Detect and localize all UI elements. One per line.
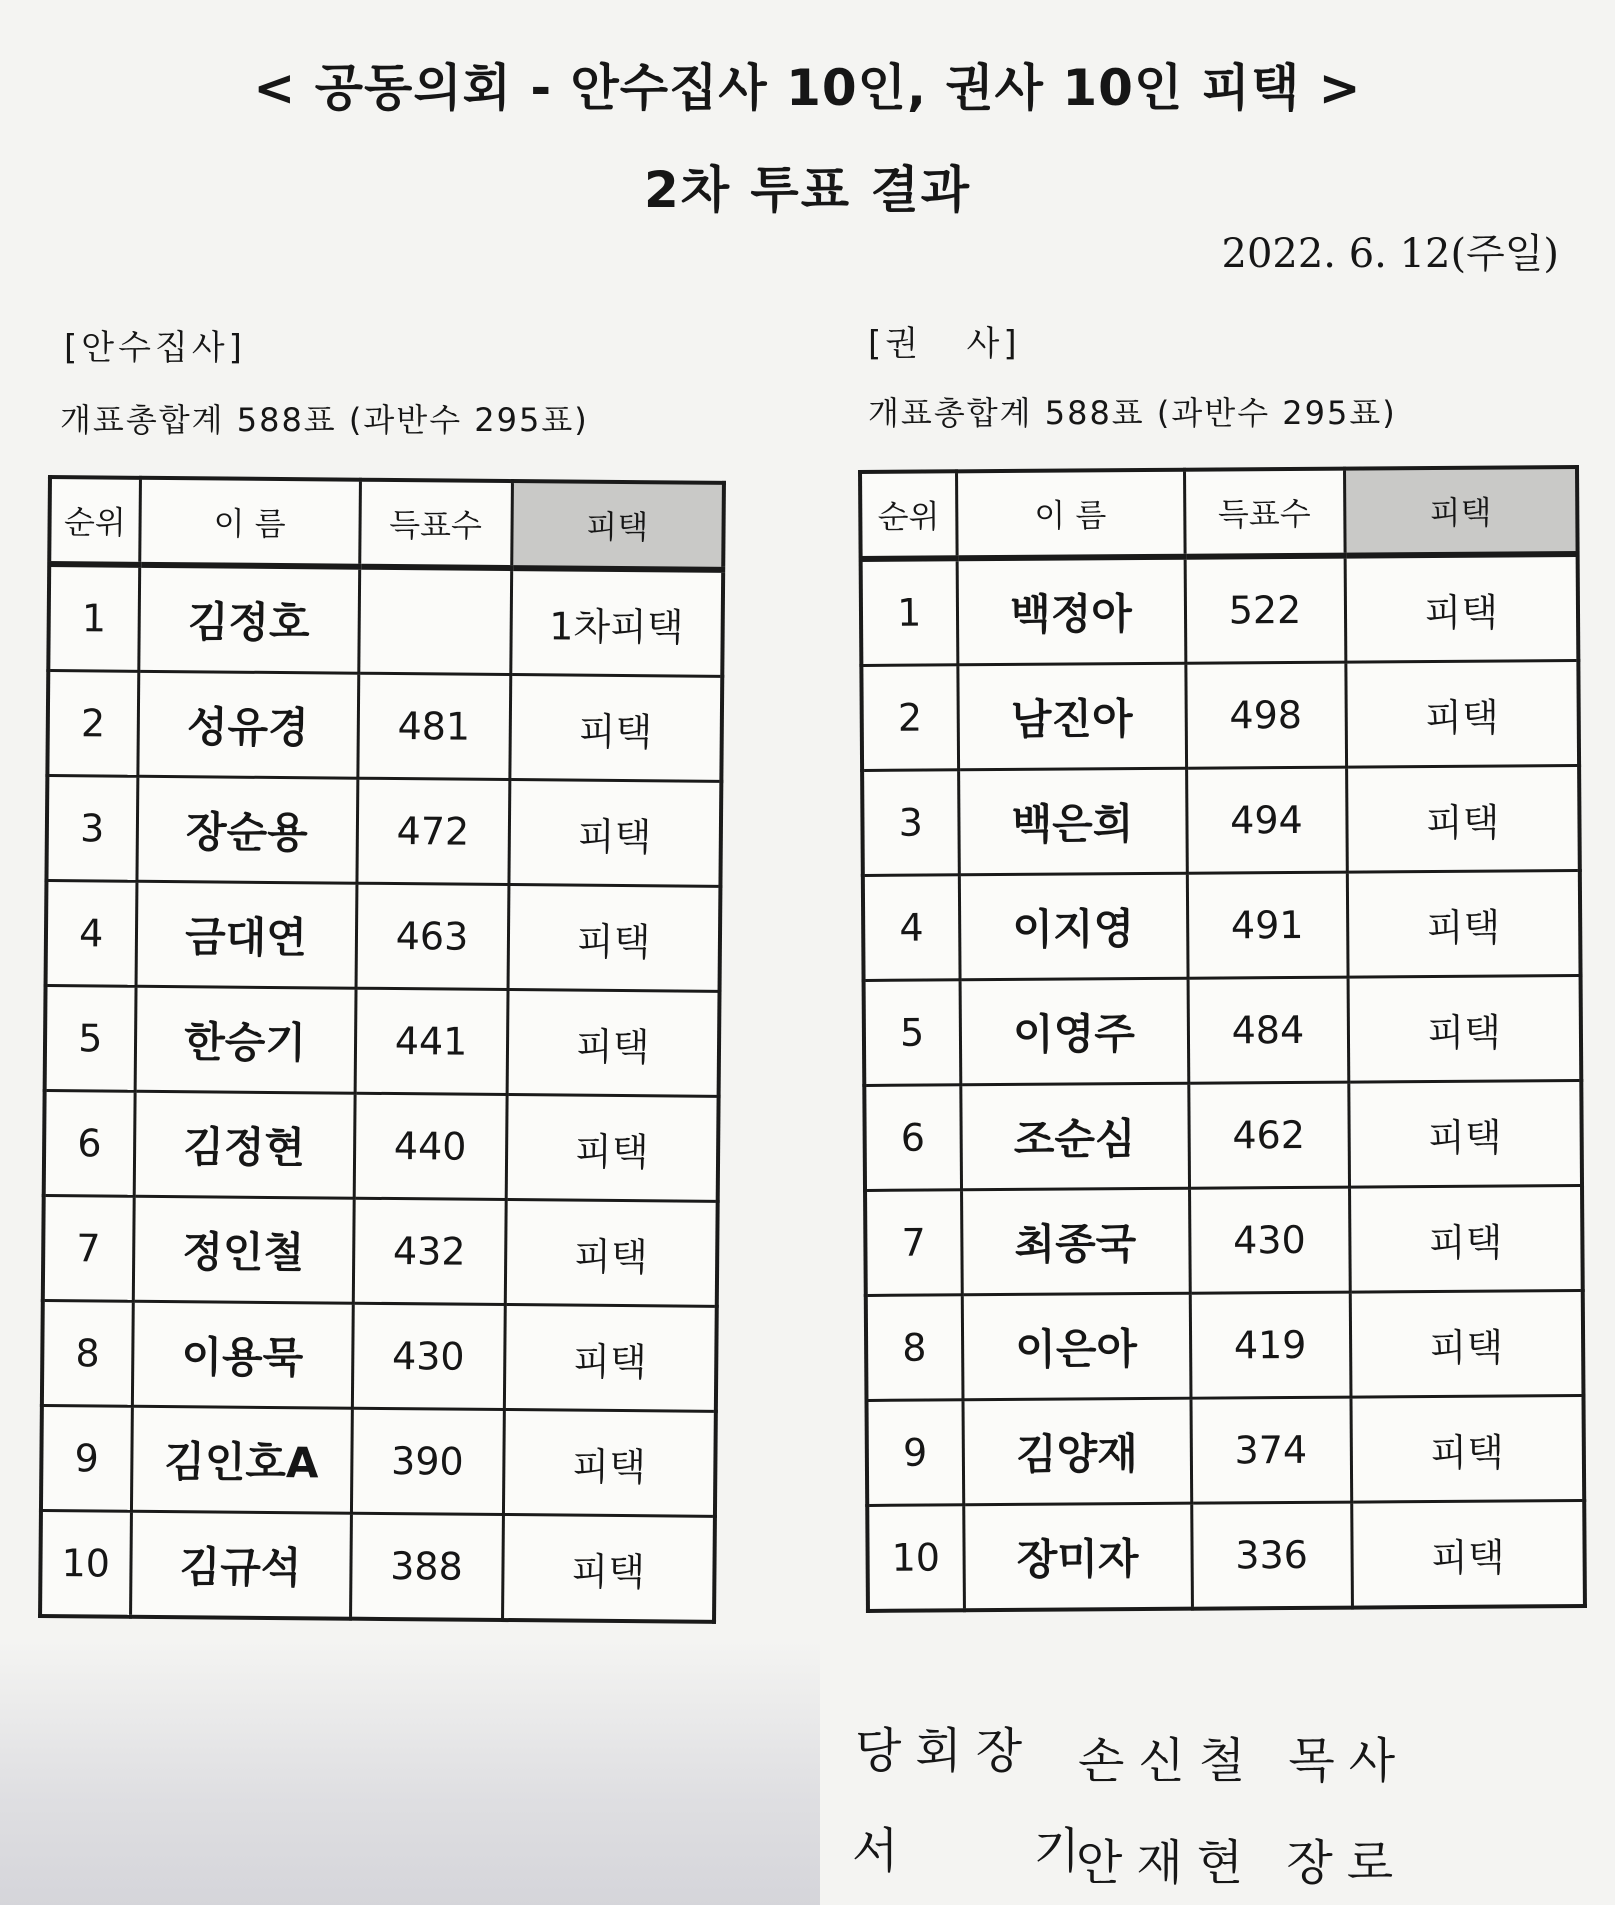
votes-cell: 484	[1188, 977, 1349, 1083]
table-row	[865, 1185, 1583, 1295]
table-row	[47, 671, 722, 782]
table-row	[46, 881, 721, 992]
right-section-total: 개표총합계 588표 (과반수 295표)	[868, 394, 1397, 432]
votes-cell: 388	[350, 1513, 503, 1620]
name-cell: 금대연	[136, 881, 357, 988]
rank-cell: 1	[861, 558, 958, 665]
rank-cell: 9	[41, 1405, 132, 1511]
table-row	[42, 1300, 717, 1411]
result-cell: 피택	[506, 1095, 719, 1202]
rank-cell: 4	[46, 881, 137, 987]
col-header-rank: 순위	[49, 477, 140, 565]
name-cell: 한승기	[135, 986, 356, 1093]
votes-cell: 419	[1190, 1292, 1351, 1398]
signature-chair-name: 손신철 목사	[1078, 1733, 1410, 1789]
name-cell: 이용묵	[132, 1301, 353, 1408]
table-row	[861, 554, 1579, 666]
name-cell: 장순용	[136, 776, 357, 883]
table-row	[866, 1290, 1584, 1400]
rank-cell: 5	[45, 985, 136, 1091]
votes-cell: 494	[1186, 767, 1347, 873]
votes-cell: 472	[356, 778, 509, 884]
table-row	[40, 1510, 715, 1621]
votes-cell: 336	[1191, 1502, 1352, 1609]
document-date: 2022. 6. 12(주일)	[1221, 231, 1559, 277]
name-cell: 남진아	[957, 663, 1186, 770]
votes-cell: 462	[1188, 1082, 1349, 1188]
col-header-rank: 순위	[860, 471, 957, 559]
votes-cell: 374	[1190, 1397, 1351, 1503]
rank-cell: 7	[865, 1190, 962, 1296]
rank-cell: 9	[866, 1400, 963, 1506]
rank-cell: 10	[867, 1505, 964, 1611]
table-row	[866, 1395, 1584, 1505]
rank-cell: 4	[863, 875, 960, 981]
name-cell: 백은희	[958, 768, 1187, 875]
left-section-total: 개표총합계 588표 (과반수 295표)	[60, 401, 589, 439]
table-row	[48, 564, 723, 676]
name-cell: 정인철	[133, 1196, 354, 1303]
table-row	[45, 985, 720, 1096]
result-cell: 피택	[508, 885, 721, 992]
document-subtitle: 2차 투표 결과	[643, 161, 972, 219]
votes-cell: 390	[351, 1408, 504, 1514]
rank-cell: 6	[864, 1085, 961, 1191]
table-row	[862, 765, 1580, 875]
name-cell: 조순심	[960, 1083, 1189, 1190]
name-cell: 최종국	[961, 1188, 1190, 1295]
rank-cell: 8	[866, 1295, 963, 1401]
col-header-name: 이 름	[139, 478, 360, 567]
table-row	[43, 1195, 718, 1306]
name-cell: 김정호	[138, 565, 359, 673]
votes-cell: 498	[1185, 662, 1346, 768]
right-section-label: [권 사]	[868, 324, 1021, 364]
name-cell: 김규석	[130, 1511, 351, 1618]
signature-clerk-name: 안재현 장로	[1076, 1835, 1408, 1891]
votes-cell: 441	[355, 988, 508, 1094]
result-cell: 피택	[1346, 765, 1580, 872]
result-cell: 피택	[503, 1410, 716, 1517]
votes-cell: 522	[1185, 556, 1346, 664]
photo-shadow	[0, 1640, 820, 1905]
result-cell: 피택	[1347, 870, 1581, 977]
votes-cell: 432	[353, 1198, 506, 1304]
document-title: < 공동의회 - 안수집사 10인, 권사 10인 피택 >	[253, 59, 1362, 117]
table-row	[863, 870, 1581, 980]
signature-clerk-role: 서 기	[852, 1823, 1140, 1879]
votes-cell: 463	[356, 883, 509, 989]
kwonsa-results-table	[858, 465, 1587, 1613]
result-cell: 1차피택	[510, 568, 723, 676]
result-cell: 피택	[507, 990, 720, 1097]
votes-cell: 440	[354, 1093, 507, 1199]
rank-cell: 6	[44, 1090, 135, 1196]
rank-cell: 7	[43, 1195, 134, 1301]
table-row	[41, 1405, 716, 1516]
table-row	[867, 1500, 1585, 1611]
table-row	[44, 1090, 719, 1201]
left-section-label: [안수집사]	[64, 328, 246, 368]
result-cell: 피택	[504, 1305, 717, 1412]
col-header-result: 피택	[511, 481, 724, 570]
rank-cell: 3	[46, 776, 137, 882]
name-cell: 이지영	[959, 873, 1188, 980]
result-cell: 피택	[1350, 1395, 1584, 1502]
col-header-votes: 득표수	[1184, 469, 1345, 557]
col-header-result: 피택	[1344, 467, 1578, 556]
result-cell: 피택	[1348, 975, 1582, 1082]
name-cell: 김인호A	[131, 1406, 352, 1513]
result-cell: 피택	[1350, 1290, 1584, 1397]
col-header-votes: 득표수	[359, 480, 512, 568]
col-header-name: 이 름	[956, 470, 1185, 559]
votes-cell: 481	[357, 673, 510, 779]
result-cell: 피택	[502, 1515, 715, 1622]
table-row	[46, 776, 721, 887]
result-cell: 피택	[1351, 1500, 1585, 1607]
result-cell: 피택	[1349, 1185, 1583, 1292]
name-cell: 백정아	[957, 557, 1186, 665]
rank-cell: 1	[48, 564, 139, 671]
votes-cell: 491	[1187, 872, 1348, 978]
name-cell: 성유경	[137, 671, 358, 778]
table-row	[864, 1080, 1582, 1190]
name-cell: 장미자	[963, 1503, 1192, 1610]
result-cell: 피택	[509, 675, 722, 782]
rank-cell: 3	[862, 770, 959, 876]
votes-cell	[358, 567, 511, 675]
name-cell: 김정현	[134, 1091, 355, 1198]
table-header-row	[49, 477, 724, 570]
rank-cell: 5	[864, 980, 961, 1086]
result-cell: 피택	[508, 780, 721, 887]
name-cell: 이은아	[962, 1293, 1191, 1400]
name-cell: 이영주	[960, 978, 1189, 1085]
table-row	[864, 975, 1582, 1085]
rank-cell: 10	[40, 1510, 131, 1616]
result-cell: 피택	[1348, 1080, 1582, 1187]
result-cell: 피택	[1345, 554, 1579, 662]
rank-cell: 2	[47, 671, 138, 777]
votes-cell: 430	[1189, 1187, 1350, 1293]
result-cell: 피택	[505, 1200, 718, 1307]
name-cell: 김양재	[962, 1398, 1191, 1505]
table-row	[861, 660, 1579, 770]
signature-chair-role: 당회장	[855, 1723, 1037, 1779]
result-cell: 피택	[1345, 660, 1579, 767]
deacon-results-table	[38, 475, 726, 1624]
table-header-row	[860, 467, 1578, 559]
rank-cell: 2	[861, 665, 958, 771]
rank-cell: 8	[42, 1300, 133, 1406]
votes-cell: 430	[352, 1303, 505, 1409]
